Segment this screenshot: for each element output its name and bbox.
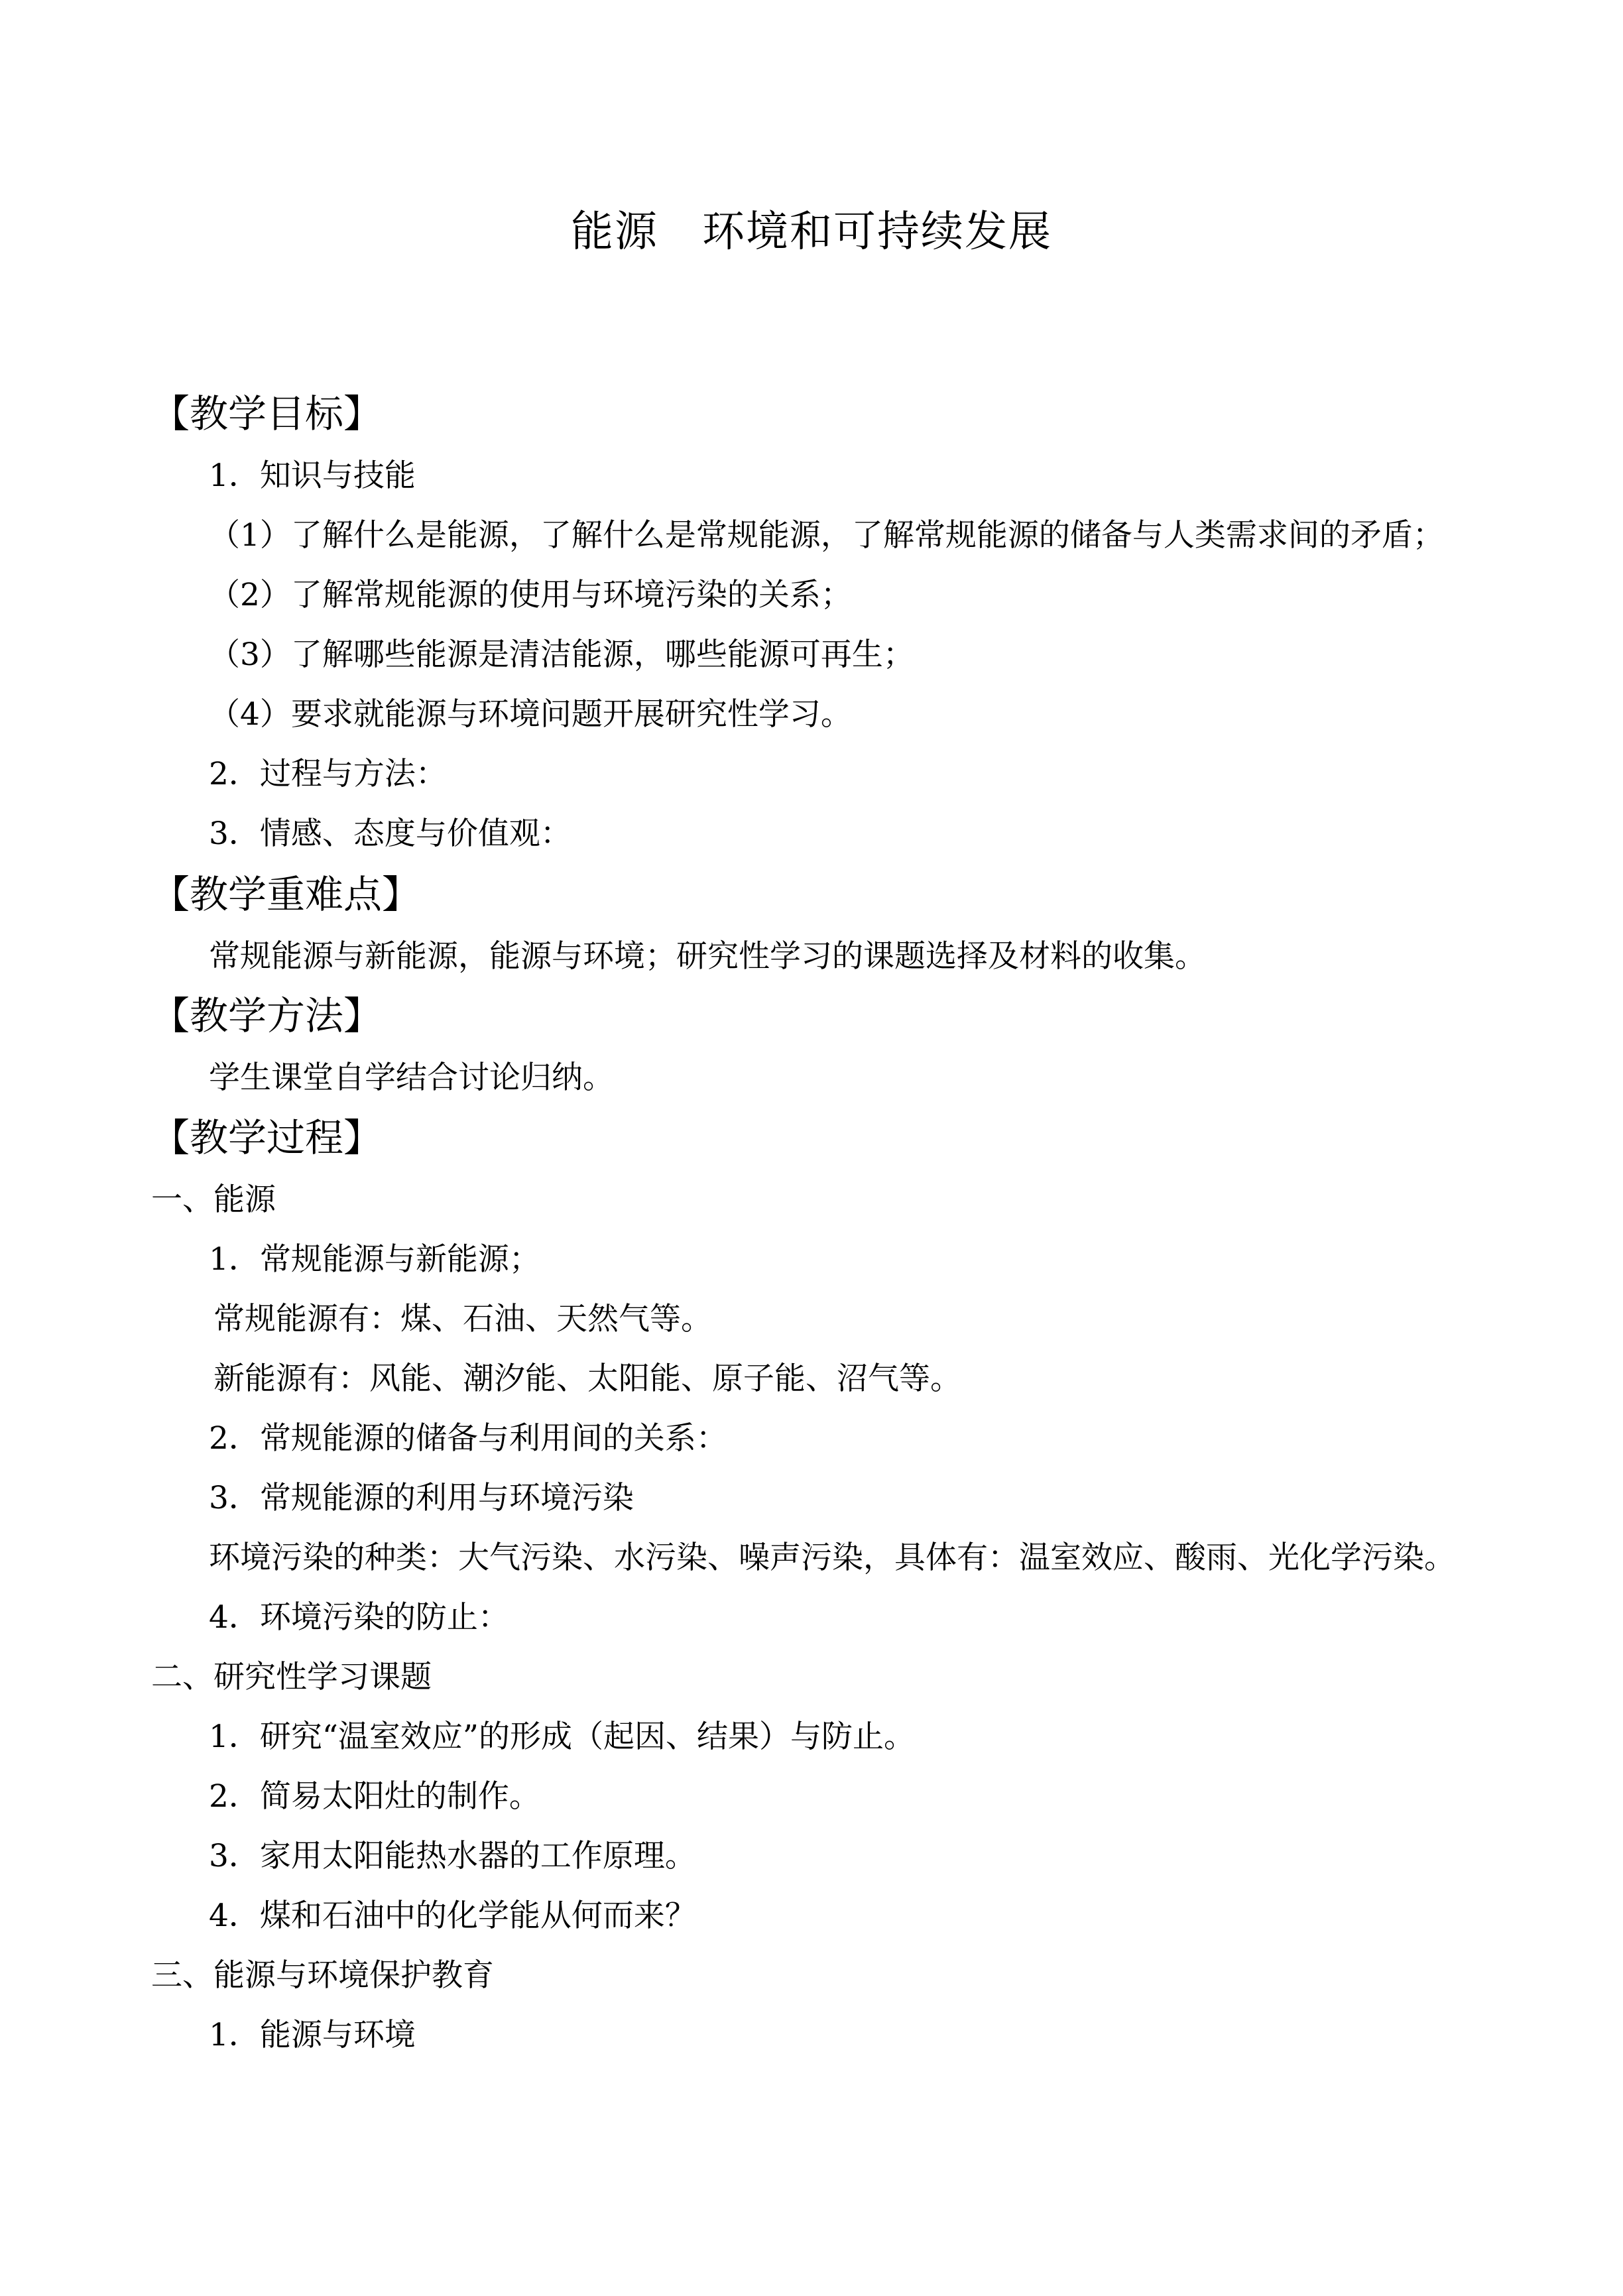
method-text: 学生课堂自学结合讨论归纳。: [209, 1059, 614, 1096]
section-1-item-3: 3．常规能源的利用与环境污染: [209, 1480, 634, 1516]
pollution-types-text: 环境污染的种类：大气污染、水污染、噪声污染，具体有：温室效应、酸雨、光化学污染。: [209, 1540, 1455, 1576]
method-heading: 【教学方法】: [151, 993, 383, 1038]
section-1-title: 一、能源: [151, 1181, 276, 1218]
process-heading: 【教学过程】: [151, 1115, 383, 1160]
document-title: 能源 环境和可持续发展: [571, 208, 1052, 257]
knowledge-item-1: （1）了解什么是能源，了解什么是常规能源，了解常规能源的储备与人类需求间的矛盾；: [209, 517, 1444, 554]
section-1-item-2: 2．常规能源的储备与利用间的关系：: [209, 1420, 727, 1457]
knowledge-item-2: （2）了解常规能源的使用与环境污染的关系；: [209, 577, 852, 613]
section-1-item-1: 1．常规能源与新能源；: [209, 1241, 540, 1278]
key-points-heading: 【教学重难点】: [151, 872, 421, 917]
objective-process: 2．过程与方法：: [209, 756, 447, 792]
conventional-energy-text: 常规能源有：煤、石油、天然气等。: [213, 1301, 712, 1337]
research-topic-4: 4．煤和石油中的化学能从何而来？: [209, 1898, 696, 1934]
new-energy-text: 新能源有：风能、潮汐能、太阳能、原子能、沼气等。: [213, 1360, 961, 1397]
research-topic-3: 3．家用太阳能热水器的工作原理。: [209, 1838, 696, 1874]
section-1-item-4: 4．环境污染的防止：: [209, 1599, 509, 1636]
section-3-title: 三、能源与环境保护教育: [151, 1957, 494, 1994]
knowledge-item-3: （3）了解哪些能源是清洁能源，哪些能源可再生；: [209, 636, 914, 673]
objective-emotion: 3．情感、态度与价值观：: [209, 816, 571, 852]
objective-knowledge: 1．知识与技能: [209, 457, 416, 494]
research-topic-2: 2．简易太阳灶的制作。: [209, 1778, 540, 1815]
knowledge-item-4: （4）要求就能源与环境问题开展研究性学习。: [209, 696, 852, 733]
section-2-title: 二、研究性学习课题: [151, 1659, 432, 1695]
objectives-heading: 【教学目标】: [151, 391, 383, 436]
section-3-item-1: 1．能源与环境: [209, 2017, 416, 2053]
key-points-text: 常规能源与新能源，能源与环境；研究性学习的课题选择及材料的收集。: [209, 938, 1206, 975]
research-topic-1: 1．研究“温室效应”的形成（起因、结果）与防止。: [209, 1719, 915, 1755]
